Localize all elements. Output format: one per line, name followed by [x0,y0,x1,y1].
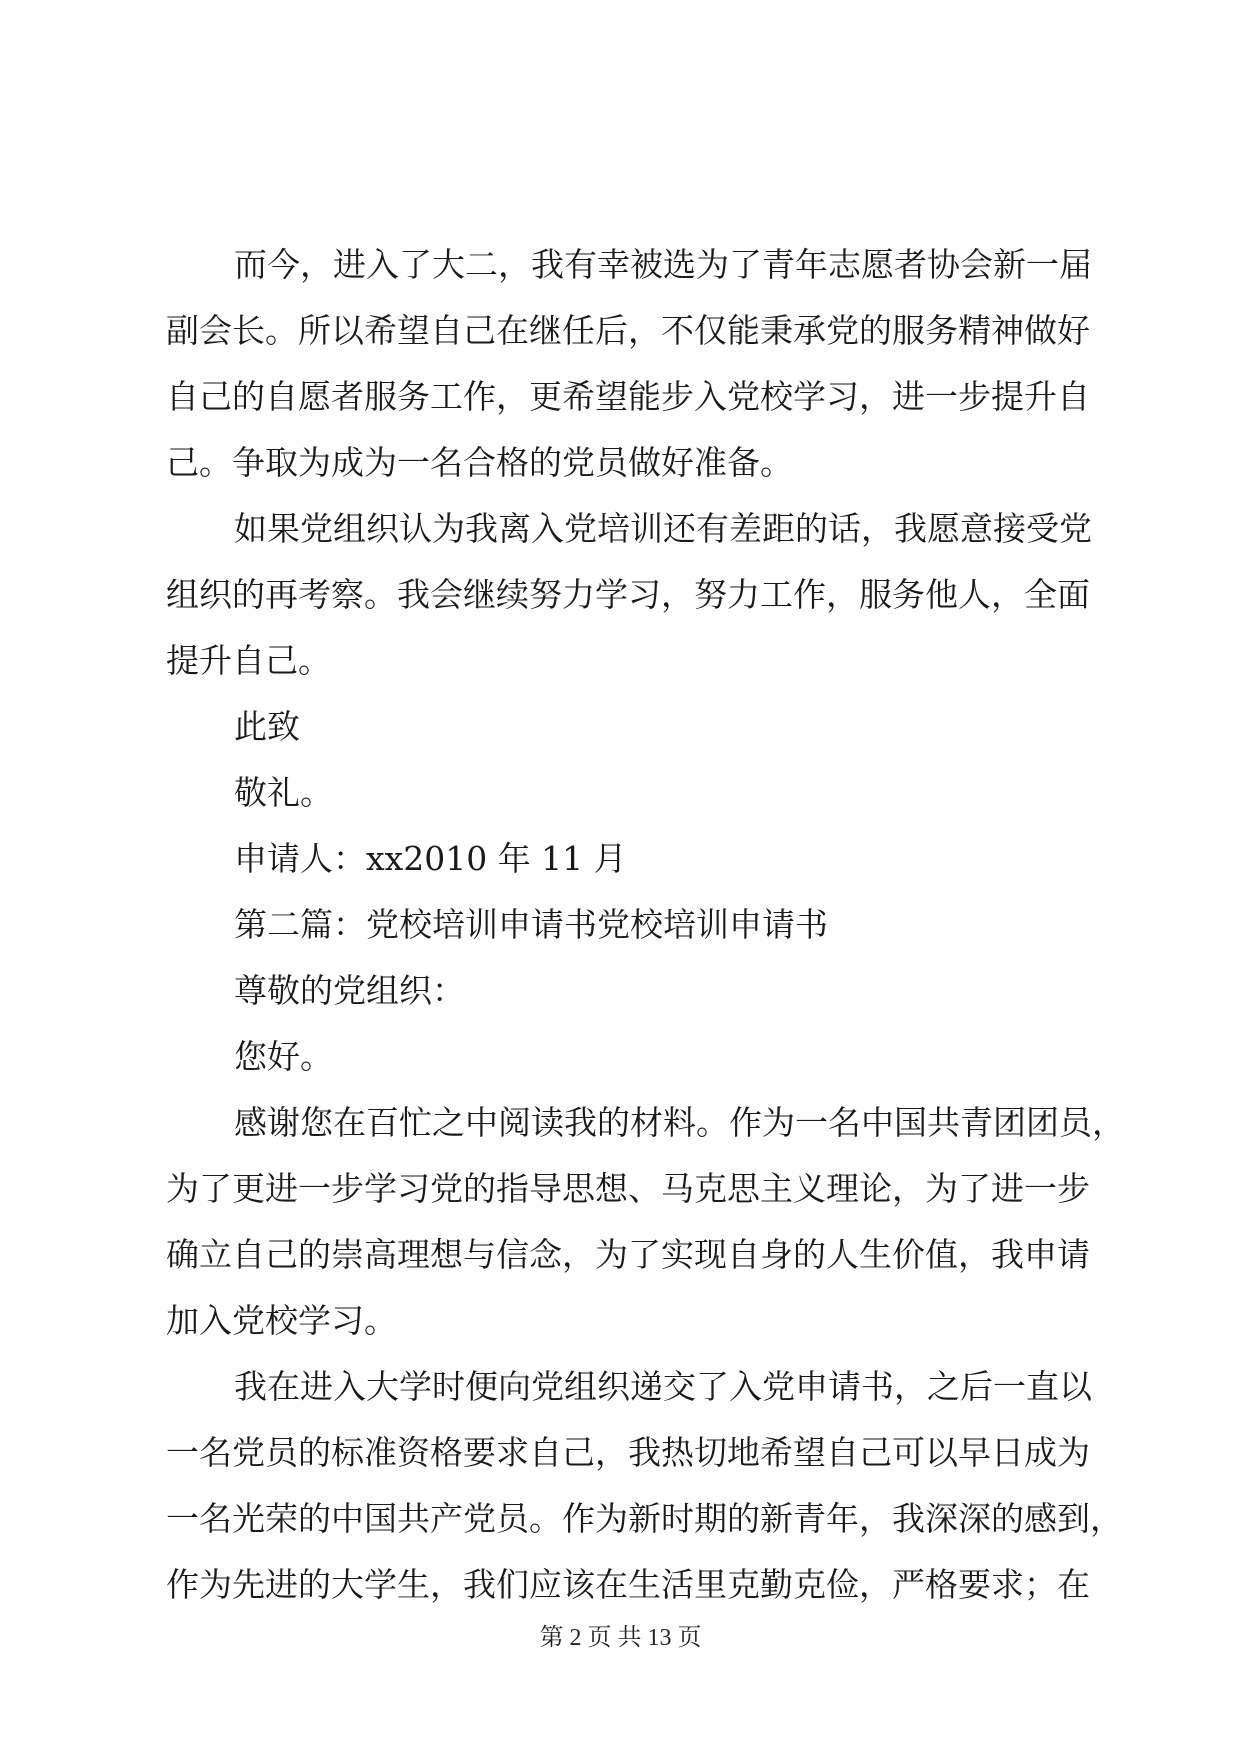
paragraph-line: 己。争取为成为一名合格的党员做好准备。 [166,443,793,482]
paragraph-line: 加入党校学习。 [166,1301,397,1340]
paragraph-line: 如果党组织认为我离入党培训还有差距的话，我愿意接受党 [234,509,1092,548]
paragraph-line: 自己的自愿者服务工作，更希望能步入党校学习，进一步提升自 [166,377,1090,416]
applicant-signature: 申请人：xx2010 年 11 月 [234,839,627,878]
paragraph-line: 而今，进入了大二，我有幸被选为了青年志愿者协会新一届 [234,245,1092,284]
paragraph-line: 确立自己的崇高理想与信念，为了实现自身的人生价值，我申请 [166,1235,1090,1274]
paragraph-line: 组织的再考察。我会继续努力学习，努力工作，服务他人，全面 [166,575,1090,614]
paragraph-line: 一名党员的标准资格要求自己，我热切地希望自己可以早日成为 [166,1433,1090,1472]
letter-greeting: 尊敬的党组织： [234,971,465,1010]
paragraph-line: 我在进入大学时便向党组织递交了入党申请书，之后一直以 [234,1367,1092,1406]
page-number-footer: 第 2 页 共 13 页 [539,1625,702,1651]
paragraph-line: 为了更进一步学习党的指导思想、马克思主义理论，为了进一步 [166,1169,1090,1208]
document-body [166,232,1125,1618]
paragraph-line: 提升自己。 [166,641,331,680]
salutation-closing: 此致 [234,707,300,746]
section-heading: 第二篇：党校培训申请书党校培训申请书 [234,905,828,944]
paragraph-line: 作为先进的大学生，我们应该在生活里克勤克俭，严格要求；在 [166,1565,1090,1604]
salutation-regards: 敬礼。 [234,773,333,812]
paragraph-line: 感谢您在百忙之中阅读我的材料。作为一名中国共青团团员， [234,1103,1125,1142]
paragraph-line: 一名光荣的中国共产党员。作为新时期的新青年，我深深的感到， [166,1499,1123,1538]
paragraph-line: 副会长。所以希望自己在继任后，不仅能秉承党的服务精神做好 [166,311,1090,350]
letter-hello: 您好。 [234,1037,333,1076]
